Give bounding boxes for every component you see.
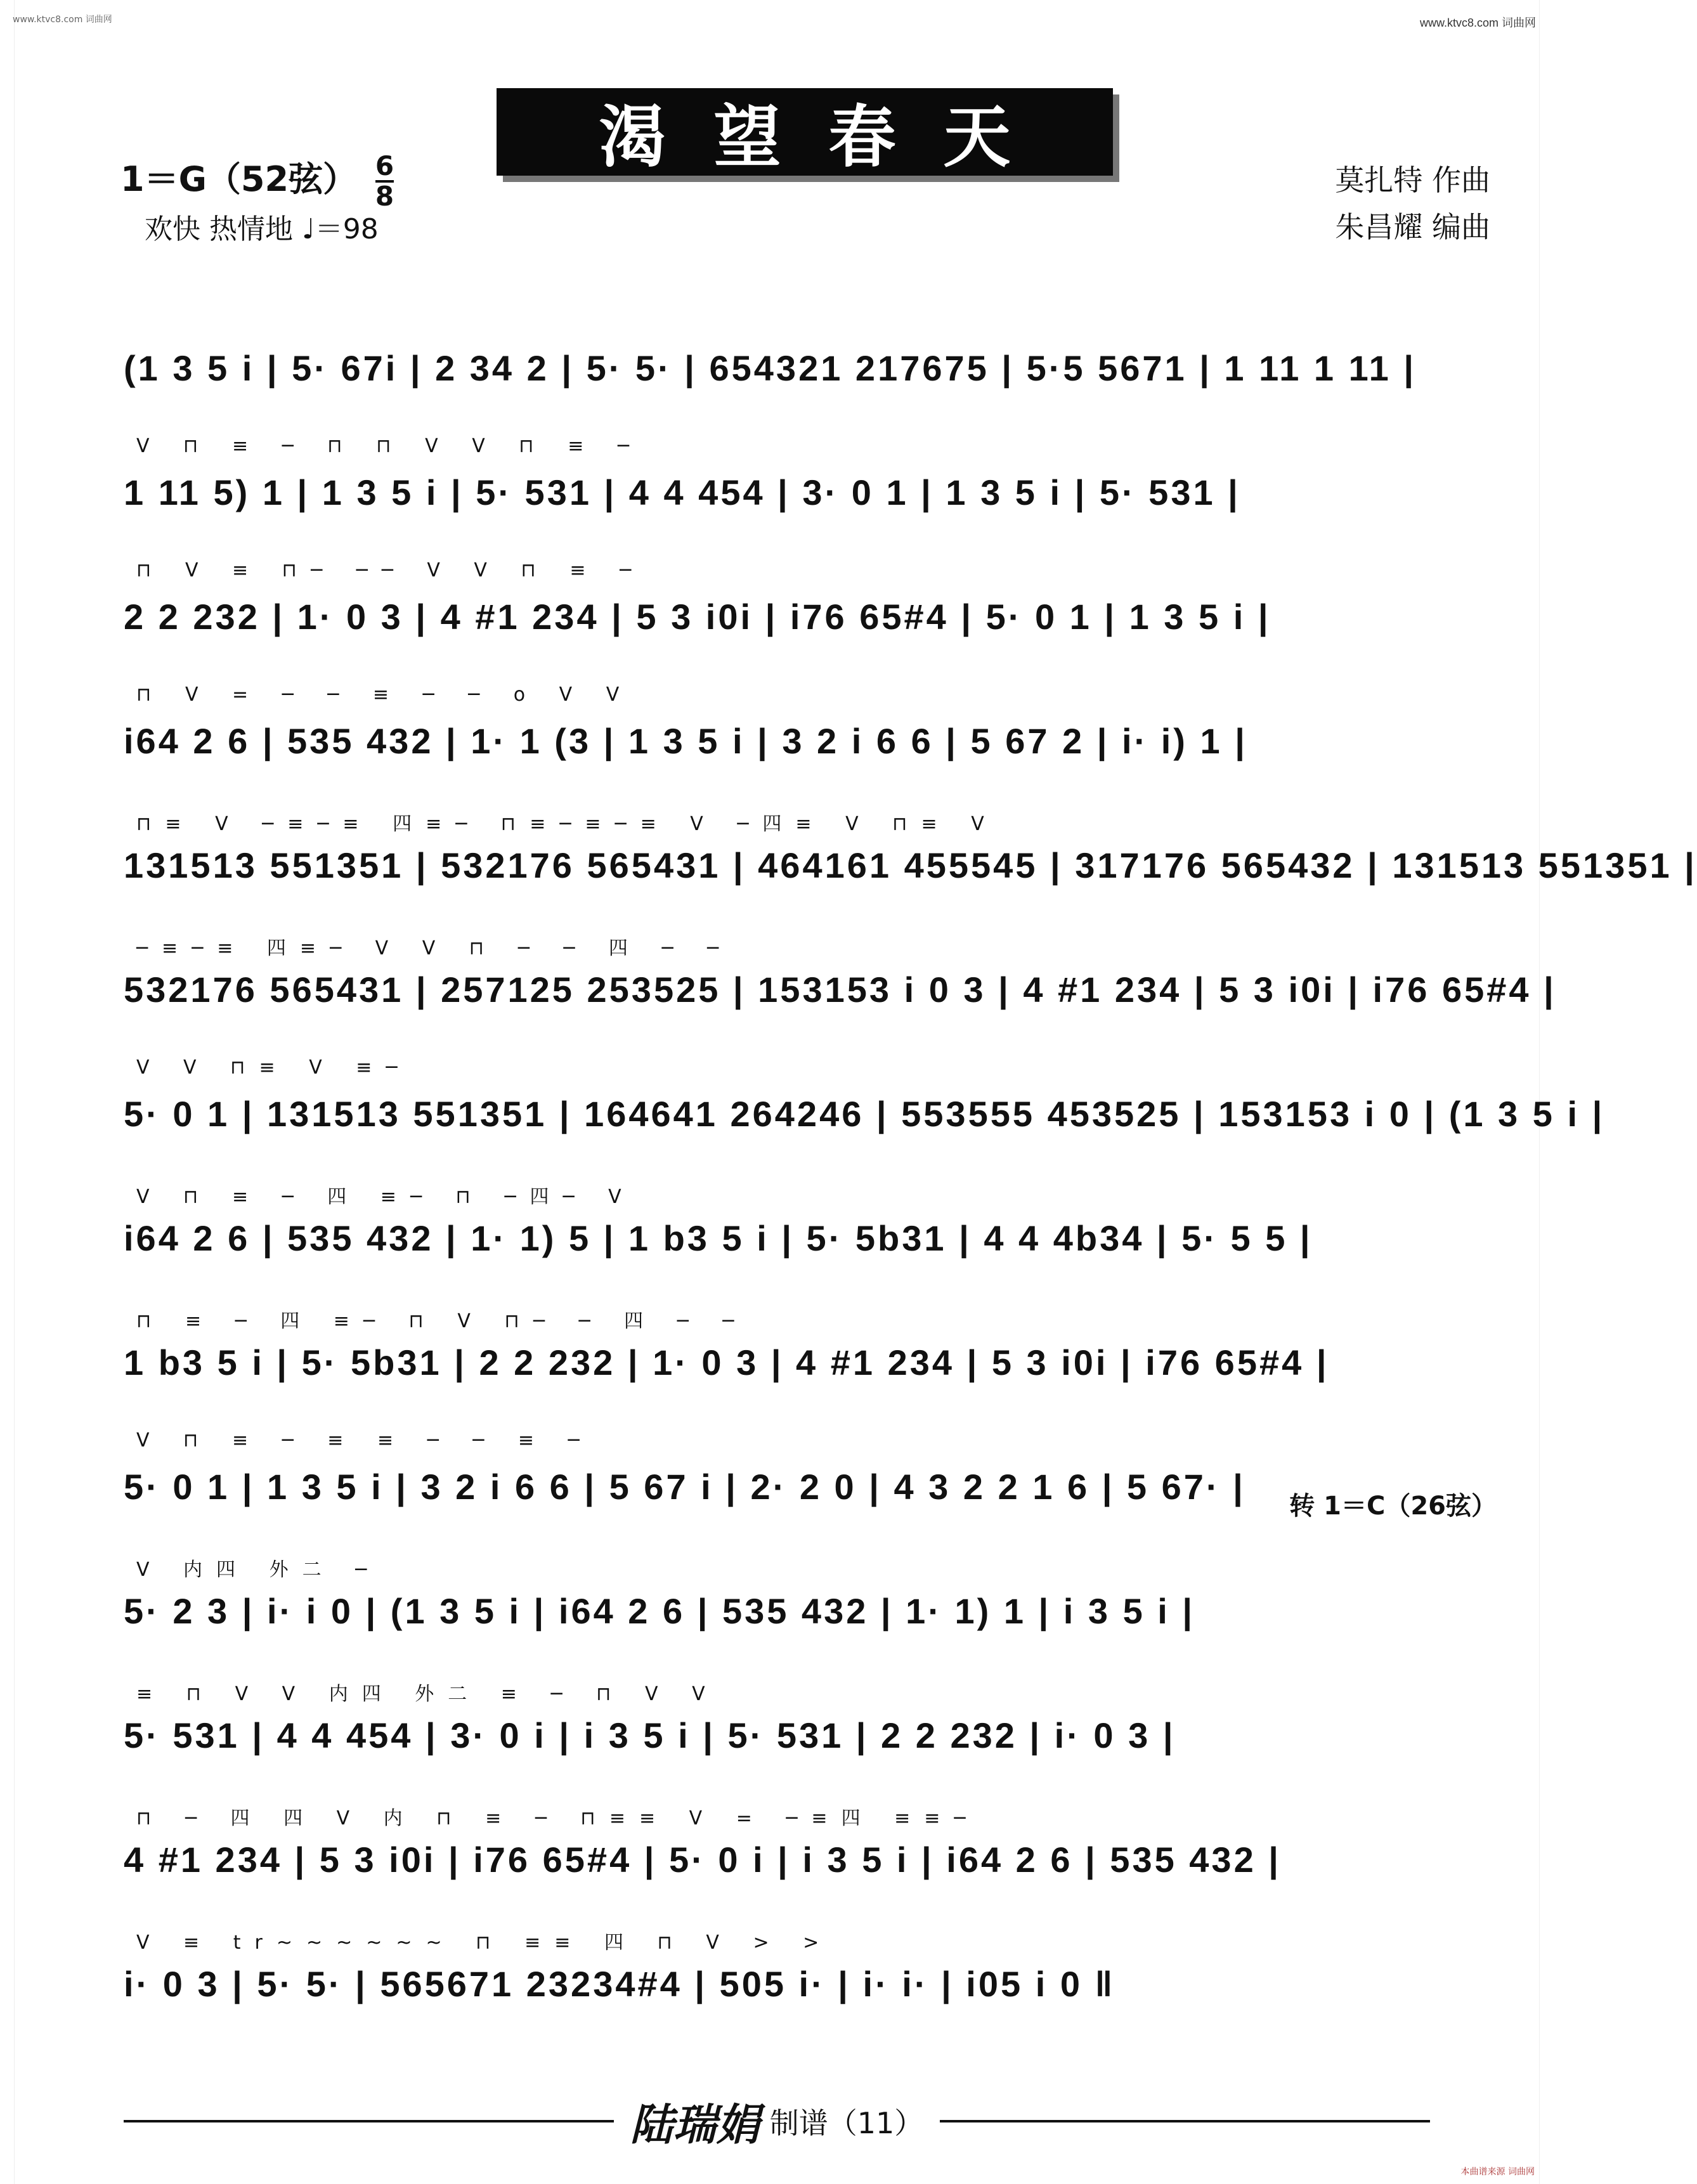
notation-line: i64 2 6 | 535 432 | 1· 1 (3 | 1 3 5 i | 3 2 i 6 6 | 5 67 2 | i· i) 1 | — [124, 721, 1247, 761]
notation-line: 5· 531 | 4 4 454 | 3· 0 i | i 3 5 i | 5· 531 | 2 2 232 | i· 0 3 | — [124, 1715, 1176, 1755]
score-row — [124, 559, 1495, 684]
transcriber-signature: 陆瑞娟 — [630, 2099, 760, 2150]
notation-line: 1 b3 5 i | 5· 5b31 | 2 2 232 | 1· 0 3 | 4 #1 234 | 5 3 i0i | i76 65#4 | — [124, 1342, 1329, 1382]
bowing-marks: ⊓ ≡ ─ 四 ≡─ ⊓ V ⊓─ ─ 四 ─ ─ — [136, 1310, 748, 1332]
notation-line: 131513 551351 | 532176 565431 | 464161 455545 | 317176 565432 | 131513 551351 | — [124, 845, 1697, 885]
key-suffix: 弦） — [289, 159, 358, 199]
bowing-marks: ≡ ⊓ V V 内四 外二 ≡ ─ ⊓ V V — [136, 1683, 719, 1705]
notation-line: 2 2 232 | 1· 0 3 | 4 #1 234 | 5 3 i0i | i76 65#4 | 5· 0 1 | 1 3 5 i | — [124, 597, 1271, 637]
bowing-marks: V ≡ tr~~~~~~ ⊓ ≡≡ 四 ⊓ V > > — [136, 1932, 833, 1954]
score-row — [124, 311, 1495, 435]
footer-text: 制谱（11） — [769, 2106, 924, 2140]
score-body — [124, 311, 1697, 2051]
score-row — [124, 808, 1697, 932]
tempo-marking: 欢快 热情地 ♩＝98 — [145, 213, 379, 245]
meter-denominator: 8 — [375, 181, 394, 212]
notation-line: 5· 0 1 | 131513 551351 | 164641 264246 | 553555 453525 | 153153 i 0 | (1 3 5 i | — [124, 1094, 1605, 1134]
score-row — [124, 1181, 1495, 1305]
footer-rule-right — [940, 2120, 1430, 2122]
notation-line: i64 2 6 | 535 432 | 1· 1) 5 | 1 b3 5 i | 5· 5b31 | 4 4 4b34 | 5· 5 5 | — [124, 1218, 1313, 1258]
source-watermark: 本曲谱来源 词曲网 — [1460, 2167, 1535, 2177]
site-watermark-left: www.ktvc8.com 词曲网 — [13, 15, 112, 25]
title-banner — [497, 88, 1113, 176]
footer — [124, 2099, 1430, 2150]
score-row — [124, 932, 1556, 1056]
score-row — [124, 1678, 1495, 1802]
site-watermark-right: www.ktvc8.com 词曲网 — [1419, 16, 1536, 29]
bowing-marks: ⊓≡ V ─≡─≡ 四≡─ ⊓≡─≡─≡ V ─四≡ V ⊓≡ V — [136, 813, 998, 835]
score-row — [124, 1305, 1495, 1429]
notation-line: i· 0 3 | 5· 5· | 565671 23234#4 | 505 i· | i· i· | i05 i 0 ‖ — [124, 1964, 1115, 2004]
time-signature — [375, 152, 394, 211]
score-row — [124, 1056, 1605, 1181]
bowing-marks: ⊓ ─ 四 四 V 内 ⊓ ≡ ─ ⊓≡≡ V = ─≡四 ≡≡─ — [136, 1807, 980, 1830]
bowing-marks: V V ⊓≡ V ≡─ — [136, 1056, 412, 1079]
bowing-marks: ⊓ V = ─ ─ ≡ ─ ─ o V V — [136, 684, 634, 706]
bowing-marks: ─≡─≡ 四≡─ V V ⊓ ─ ─ 四 ─ ─ — [136, 937, 733, 959]
notation-line: 1 11 5) 1 | 1 3 5 i | 5· 531 | 4 4 454 | 3· 0 1 | 1 3 5 i | 5· 531 | — [124, 472, 1240, 512]
modulation-marking: 转 1＝C（26弦） — [1289, 1492, 1497, 1521]
key-strings: 52 — [240, 159, 289, 199]
composer-credit: 莫扎特 作曲 — [1335, 163, 1490, 197]
song-title: 渴望春天 — [599, 97, 1058, 176]
right-margin-strip — [1539, 0, 1554, 2184]
notation-line: 4 #1 234 | 5 3 i0i | i76 65#4 | 5· 0 i | i 3 5 i | i64 2 6 | 535 432 | — [124, 1840, 1281, 1880]
notation-line: 5· 2 3 | i· i 0 | (1 3 5 i | i64 2 6 | 535 432 | 1· 1) 1 | i 3 5 i | — [124, 1591, 1195, 1631]
bowing-marks: V 内四 外二 ─ — [136, 1559, 381, 1581]
bowing-marks: V ⊓ ≡ ─ ≡ ≡ ─ ─ ≡ ─ — [136, 1429, 594, 1452]
left-margin-strip — [0, 0, 15, 2184]
bowing-marks: V ⊓ ≡ ─ 四 ≡─ ⊓ ─四─ V — [136, 1186, 635, 1208]
key-signature — [120, 152, 394, 211]
key-prefix: 1＝G（ — [120, 159, 241, 199]
notation-line: (1 3 5 i | 5· 67i | 2 34 2 | 5· 5· | 654321 217675 | 5·5 5671 | 1 11 1 11 | — [124, 348, 1417, 388]
score-row — [124, 435, 1495, 559]
arranger-credit: 朱昌耀 编曲 — [1335, 210, 1490, 244]
notation-line: 532176 565431 | 257125 253525 | 153153 i 0 3 | 4 #1 234 | 5 3 i0i | i76 65#4 | — [124, 970, 1556, 1010]
footer-rule-left — [124, 2120, 614, 2122]
score-row — [124, 1927, 1495, 2051]
bowing-marks: V ⊓ ≡ ─ ⊓ ⊓ V V ⊓ ≡ ─ — [136, 435, 643, 457]
bowing-marks: ⊓ V ≡ ⊓─ ── V V ⊓ ≡ ─ — [136, 559, 646, 582]
score-row — [124, 684, 1495, 808]
notation-line: 5· 0 1 | 1 3 5 i | 3 2 i 6 6 | 5 67 i | 2· 2 0 | 4 3 2 2 1 6 | 5 67· | — [124, 1467, 1245, 1507]
score-row — [124, 1554, 1495, 1678]
score-row — [124, 1802, 1495, 1927]
bowing-marks — [124, 311, 1495, 348]
meter-numerator: 6 — [375, 150, 394, 182]
